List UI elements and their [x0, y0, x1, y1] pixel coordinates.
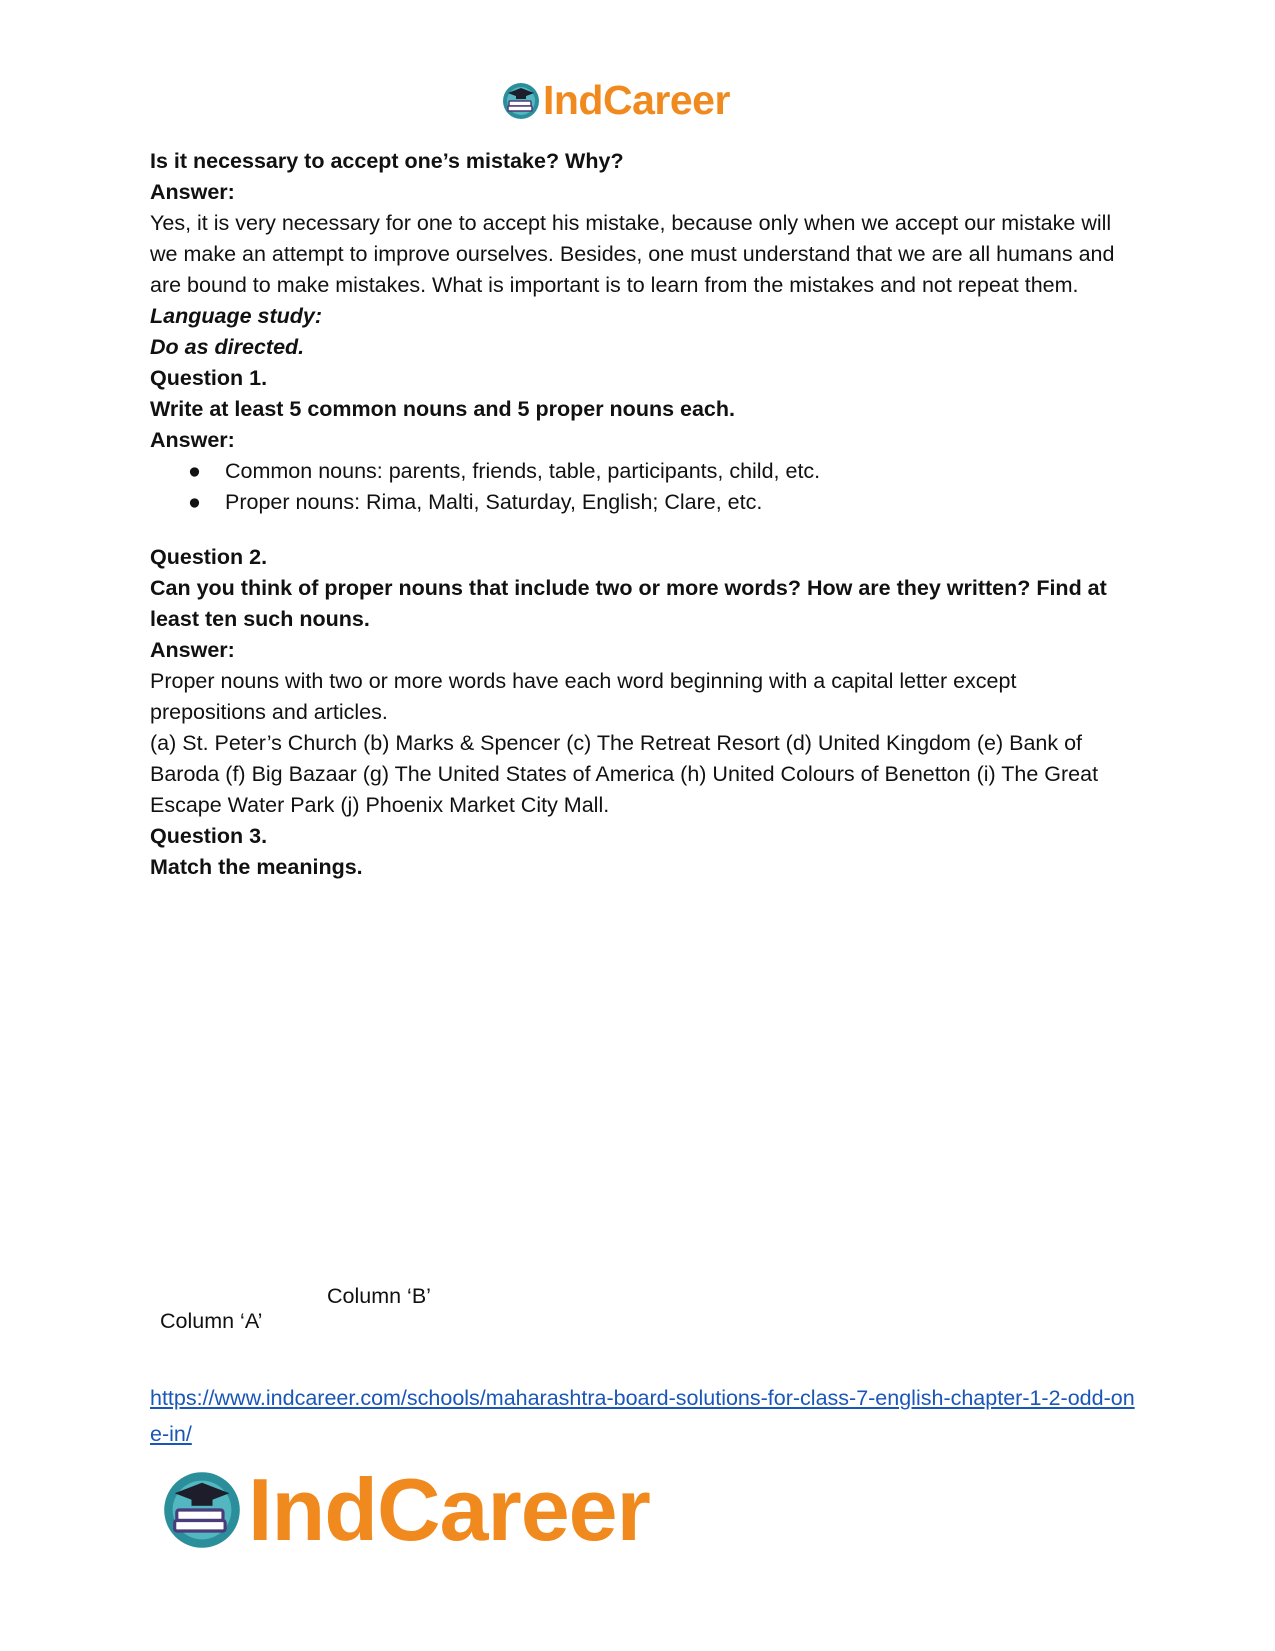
answer-examples: (a) St. Peter’s Church (b) Marks & Spencer (c) The Retreat Resort (d) United Kingdom (e) Bank of Baroda (f) Big Bazaar (g) The United States of America (h) United Colours of Benetton (i) The Great Escape Water Park (j) Phoenix Market City Mall. [150, 731, 1099, 817]
column-a-header: Column ‘A’ [160, 1309, 263, 1333]
list-item-text: Proper nouns: Rima, Malti, Saturday, English; Clare, etc. [225, 490, 763, 514]
answer-label: Answer: [150, 428, 235, 452]
source-link[interactable]: https://www.indcareer.com/schools/maharashtra-board-solutions-for-class-7-english-chapter-1-2-odd-one-in/ [150, 1386, 1135, 1446]
bullet-icon: ● [188, 490, 201, 514]
question-3-text: Match the meanings. [150, 855, 363, 879]
answer-label: Answer: [150, 638, 235, 662]
answer-paragraph: Proper nouns with two or more words have each word beginning with a capital letter except prepositions and articles. [150, 669, 1017, 724]
list-item [150, 456, 1130, 487]
question-heading: Is it necessary to accept one’s mistake? Why? [150, 149, 624, 173]
question-2-text: Can you think of proper nouns that include two or more words? How are they written? Find at least ten such nouns. [150, 576, 1107, 631]
header-logo [501, 77, 730, 123]
logo-text: IndCareer [248, 1460, 650, 1559]
graduation-book-globe-icon [160, 1468, 244, 1552]
footer-logo [160, 1460, 650, 1559]
list-item-text: Common nouns: parents, friends, table, participants, child, etc. [225, 459, 821, 483]
instruction-heading: Do as directed. [150, 335, 305, 359]
logo-text: IndCareer [543, 77, 730, 123]
answer-paragraph: Yes, it is very necessary for one to accept his mistake, because only when we accept our mistake will we make an attempt to improve ourselves. Besides, one must understand that we are all humans and are bound to make mistakes. What is important is to learn from the mistakes and not repeat them. [150, 211, 1115, 297]
question-1-text: Write at least 5 common nouns and 5 proper nouns each. [150, 397, 735, 421]
noun-list [150, 456, 1130, 518]
list-item [150, 487, 1130, 518]
question-1-label: Question 1. [150, 366, 268, 390]
question-2-label: Question 2. [150, 545, 268, 569]
answer-label: Answer: [150, 180, 235, 204]
question-3-label: Question 3. [150, 824, 268, 848]
section-heading-language-study: Language study: [150, 304, 323, 328]
document-body [150, 146, 1130, 883]
bullet-icon: ● [188, 459, 201, 483]
column-b-header: Column ‘B’ [327, 1284, 431, 1308]
graduation-book-globe-icon [501, 81, 541, 121]
